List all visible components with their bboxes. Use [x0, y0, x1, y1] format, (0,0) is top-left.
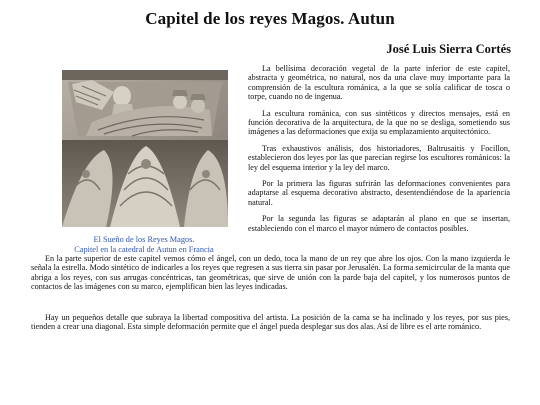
full-width-paragraph-1 — [31, 254, 510, 292]
full-width-paragraph-2 — [31, 313, 510, 332]
figure-caption-line-2: Capitel en la catedral de Autun en Francia — [74, 244, 214, 254]
author-name: José Luis Sierra Cortés — [386, 42, 511, 56]
page-title: Capitel de los reyes Magos. Autun — [145, 9, 395, 28]
paragraph-1: La bellísima decoración vegetal de la parte inferior de este capitel, abstracta y geométrica, no natural, nos da una clave muy importante para la comprensión de la escultura románica, a la que se solía calificar de tosca o torpe, cuando no de ingenua. — [248, 64, 510, 102]
capital-sculpture-image — [62, 70, 228, 227]
paragraph-6: En la parte superior de este capitel vemos cómo el ángel, con un dedo, toca la mano de un rey que abre los ojos. Con la mano izquierda le señala la estrella. Modo sintético de indicarles a los reyes que regresen a sus tierra sin pasar por Jerusalén. La forma semicircular de la manta que abriga a los reyes, con sus arrugas concéntricas, tan geométricas, que sirve de unión con la parde baja del capitel, y los numerosos puntos de contactos de las imágenes con su marco, ejemplifican bien las leyes indicadas. — [31, 254, 510, 292]
paragraph-5: Por la segunda las figuras se adaptarán al plano en que se insertan, estableciendo con el marco el mayor número de contactos posibles. — [248, 214, 510, 233]
text-column — [248, 64, 510, 240]
capital-sculpture-photo — [62, 70, 228, 227]
paragraph-7: Hay un pequeños detalle que subraya la libertad compositiva del artista. La posición de la cama se ha inclinado y los reyes, por sus pies, tienden a crear una diagonal. Esta simple deformación permite que el ángel pueda desplegar sus dos alas. Así de libre es el arte románico. — [31, 313, 510, 332]
paragraph-3: Tras exhaustivos análisis, dos historiadores, Baltrusaitis y Focillon, establecieron dos leyes por las que parecían regirse los escultores románicos: la ley del esquema interior y la ley del marco. — [248, 143, 510, 172]
paragraph-4: Por la primera las figuras sufrirán las deformaciones convenientes para adaptarse al esquema decorativo abstracto, desentendiéndose de la apariencia natural. — [248, 179, 510, 207]
figure-caption-line-1: El Sueño de los Reyes Magos. — [93, 235, 195, 244]
figure-caption — [32, 235, 256, 254]
paragraph-2: La escultura románica, con sus sintéticos y directos mensajes, está en función decorativa de la arquitectura, de la que no se desliga, sometiendo sus imágenes a las deformaciones que exija su emplazamiento arquitectónico. — [248, 108, 510, 137]
